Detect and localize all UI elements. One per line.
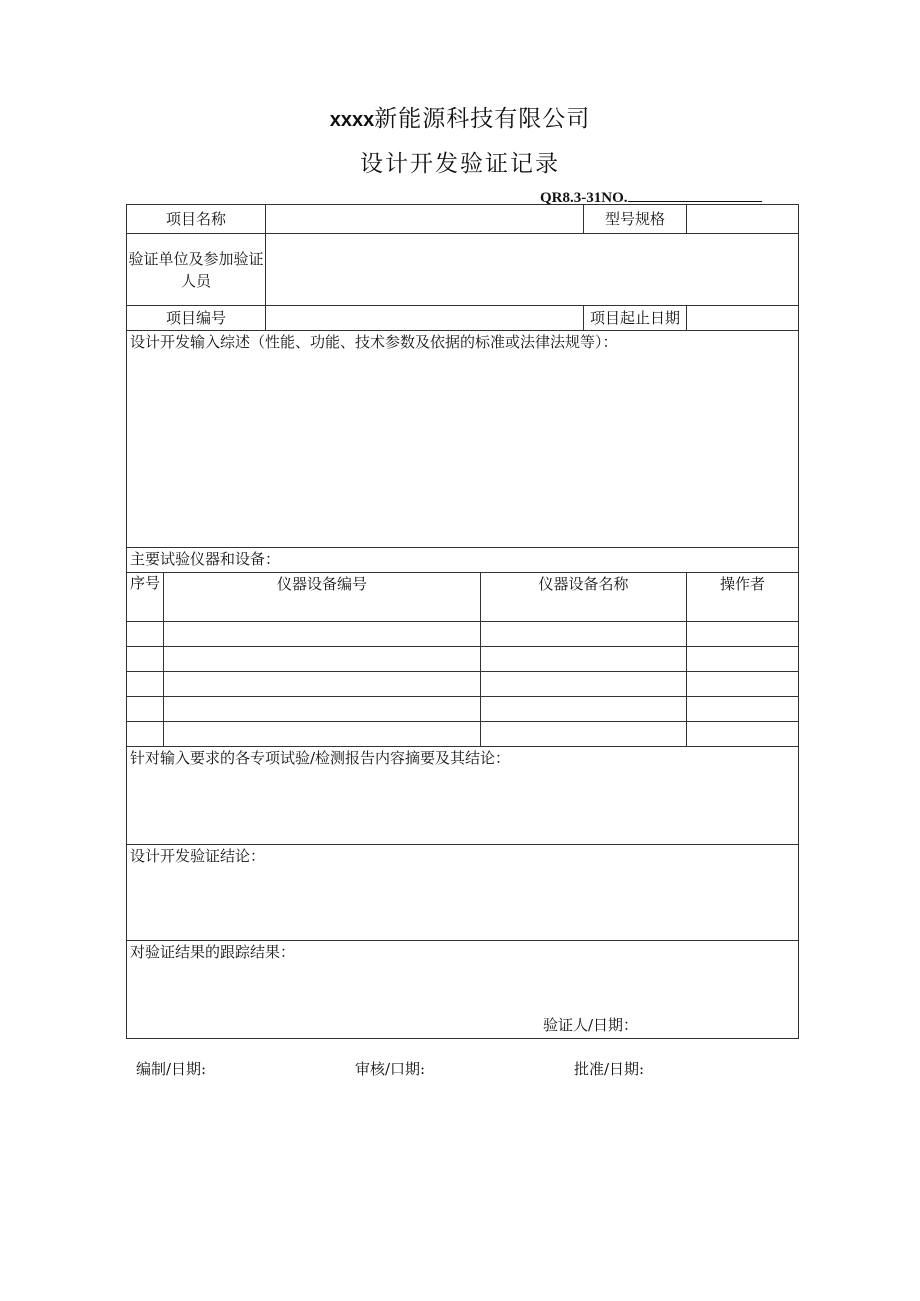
equipment-number-cell[interactable] <box>164 672 481 697</box>
verify-unit-label: 验证单位及参加验证人员 <box>127 234 266 306</box>
operator-header: 操作者 <box>687 573 799 622</box>
project-dates-label: 项目起止日期 <box>584 306 687 331</box>
equipment-number-cell[interactable] <box>164 622 481 647</box>
equipment-seq-cell[interactable] <box>127 672 164 697</box>
equipment-number-cell[interactable] <box>164 722 481 747</box>
equipment-number-cell[interactable] <box>164 697 481 722</box>
equipment-row <box>127 697 799 722</box>
model-spec-field[interactable] <box>687 205 799 234</box>
verification-form-table <box>126 204 799 1039</box>
equipment-header-row <box>127 573 799 622</box>
row-tracking-result <box>127 941 799 1039</box>
equipment-name-header: 仪器设备名称 <box>481 573 687 622</box>
approved-date-label: 批准/日期: <box>574 1060 645 1078</box>
row-project-name <box>127 205 799 234</box>
equipment-name-cell[interactable] <box>481 672 687 697</box>
company-brand: xxxx <box>329 109 375 131</box>
project-no-field[interactable] <box>266 306 584 331</box>
equipment-name-cell[interactable] <box>481 697 687 722</box>
equipment-name-cell[interactable] <box>481 622 687 647</box>
equipment-row <box>127 672 799 697</box>
model-spec-label: 型号规格 <box>584 205 687 234</box>
document-title: 设计开发验证记录 <box>360 151 560 177</box>
equipment-number-header: 仪器设备编号 <box>164 573 481 622</box>
verify-conclusion-cell[interactable] <box>127 845 799 941</box>
company-name-text: 新能源科技有限公司 <box>374 106 591 132</box>
row-project-no <box>127 306 799 331</box>
verifier-date-label: 验证人/日期： <box>543 1016 639 1034</box>
equipment-row <box>127 722 799 747</box>
report-summary-label: 针对输入要求的各专项试验/检测报告内容摘要及其结论： <box>130 749 511 767</box>
prepared-date-label: 编制/日期: <box>136 1060 207 1078</box>
project-name-field[interactable] <box>266 205 584 234</box>
row-verify-unit <box>127 234 799 306</box>
report-summary-cell[interactable] <box>127 747 799 845</box>
input-summary-cell[interactable] <box>127 331 799 548</box>
verify-conclusion-label: 设计开发验证结论： <box>130 847 266 865</box>
row-equipment-title <box>127 548 799 573</box>
equipment-operator-cell[interactable] <box>687 622 799 647</box>
equipment-number-cell[interactable] <box>164 647 481 672</box>
equipment-seq-cell[interactable] <box>127 622 164 647</box>
form-number-text: QR8.3-31NO. <box>540 190 628 206</box>
project-dates-field[interactable] <box>687 306 799 331</box>
input-summary-label: 设计开发输入综述（性能、功能、技术参数及依据的标准或法律法规等）： <box>130 333 618 351</box>
equipment-name-cell[interactable] <box>481 647 687 672</box>
row-verify-conclusion <box>127 845 799 941</box>
equipment-operator-cell[interactable] <box>687 722 799 747</box>
tracking-result-cell[interactable] <box>127 941 799 1039</box>
equipment-name-cell[interactable] <box>481 722 687 747</box>
company-name <box>0 100 920 133</box>
tracking-result-label: 对验证结果的跟踪结果： <box>130 943 296 961</box>
project-no-label: 项目编号 <box>127 306 266 331</box>
equipment-seq-cell[interactable] <box>127 722 164 747</box>
equipment-operator-cell[interactable] <box>687 647 799 672</box>
equipment-row <box>127 647 799 672</box>
equipment-operator-cell[interactable] <box>687 697 799 722</box>
equipment-row <box>127 622 799 647</box>
equipment-operator-cell[interactable] <box>687 672 799 697</box>
seq-header: 序号 <box>127 573 164 622</box>
equipment-title: 主要试验仪器和设备： <box>127 548 799 573</box>
verify-unit-field[interactable] <box>266 234 799 306</box>
form-number-blank[interactable] <box>628 188 762 202</box>
reviewed-date-label: 审核/口期: <box>355 1060 426 1078</box>
row-report-summary <box>127 747 799 845</box>
project-name-label: 项目名称 <box>127 205 266 234</box>
equipment-seq-cell[interactable] <box>127 647 164 672</box>
equipment-seq-cell[interactable] <box>127 697 164 722</box>
row-input-summary <box>127 331 799 548</box>
